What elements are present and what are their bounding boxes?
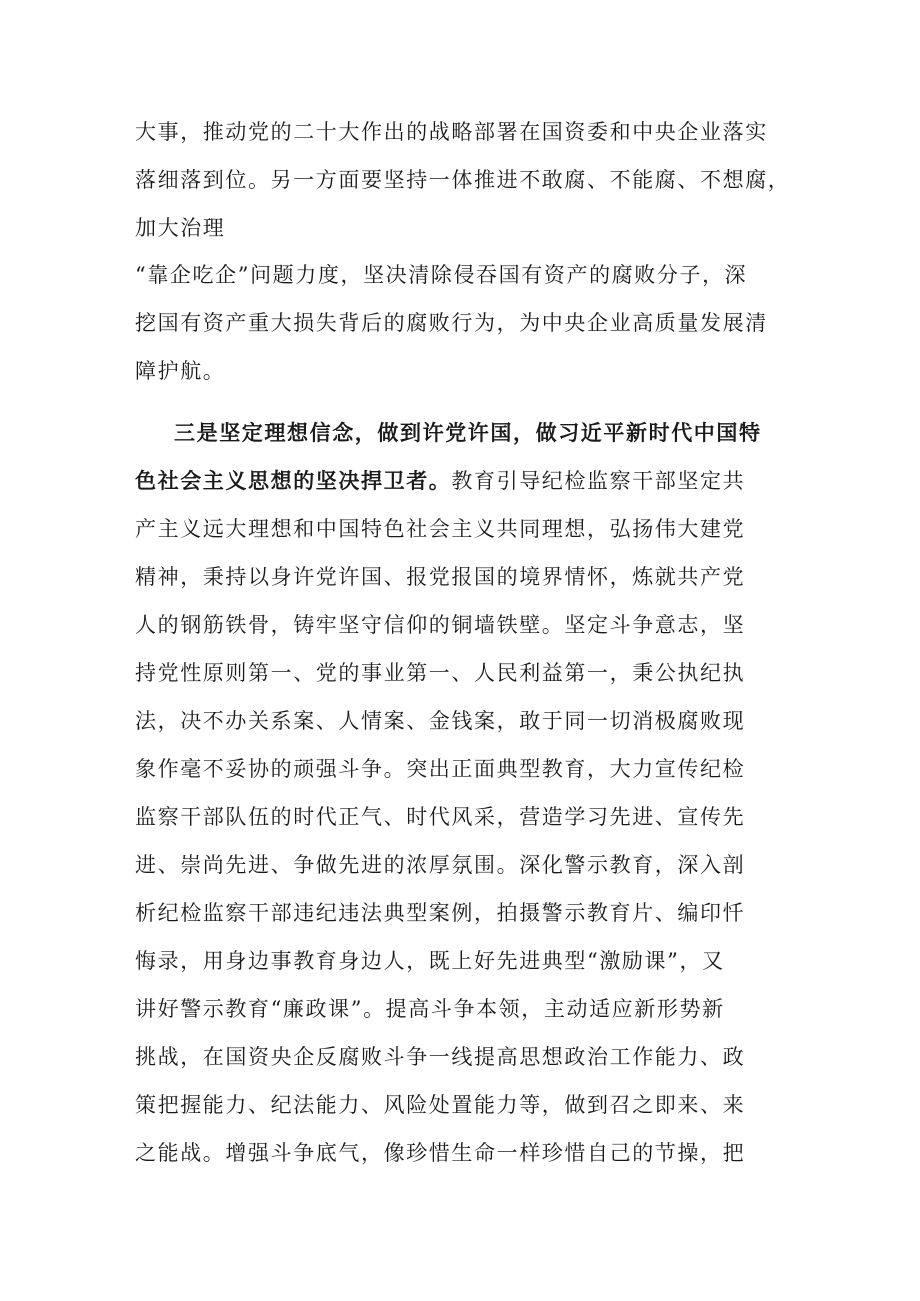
text-line: 持党性原则第一、党的事业第一、人民利益第一，秉公执纪执 bbox=[135, 661, 746, 685]
text-line: 挖国有资产重大损失背后的腐败行为，为中央企业高质量发展清 bbox=[135, 311, 768, 335]
text-line: 悔录，用身边事教育身边人，既上好先进典型“激励课”，又 bbox=[135, 949, 725, 973]
text-line: 监察干部队伍的时代正气、时代风采，营造学习先进、宣传先 bbox=[135, 805, 746, 829]
text-segment: 教育引导纪检监察干部坚定共 bbox=[451, 469, 746, 493]
text-line: 障护航。 bbox=[135, 359, 226, 383]
text-line: 策把握能力、纪法能力、风险处置能力等，做到召之即来、来 bbox=[135, 1093, 746, 1117]
text-line: 大事，推动党的二十大作出的战略部署在国资委和中央企业落实 bbox=[135, 120, 768, 144]
section-heading: 三是坚定理想信念，做到许党许国，做习近平新时代中国特 bbox=[174, 420, 762, 445]
text-line: 精神，秉持以身许党许国、报党报国的境界情怀，炼就共产党 bbox=[135, 565, 746, 589]
text-line: 进、崇尚先进、争做先进的浓厚氛围。深化警示教育，深入剖 bbox=[135, 853, 746, 877]
text-line: 加大治理 bbox=[135, 216, 226, 240]
text-line-mixed bbox=[135, 467, 745, 495]
text-line: 落细落到位。另一方面要坚持一体推进不敢腐、不能腐、不想腐， bbox=[135, 168, 791, 192]
text-line: 人的钢筋铁骨，铸牢坚守信仰的铜墙铁壁。坚定斗争意志，坚 bbox=[135, 613, 746, 637]
text-line: 法，决不办关系案、人情案、金钱案，敢于同一切消极腐败现 bbox=[135, 709, 746, 733]
text-line: “靠企吃企”问题力度，坚决清除侵吞国有资产的腐败分子，深 bbox=[135, 263, 748, 287]
section-heading-end: 色社会主义思想的坚决捍卫者。 bbox=[135, 468, 452, 493]
text-line: 之能战。增强斗争底气，像珍惜生命一样珍惜自己的节操，把 bbox=[135, 1141, 746, 1165]
text-line: 象作毫不妥协的顽强斗争。突出正面典型教育，大力宣传纪检 bbox=[135, 757, 746, 781]
text-line: 析纪检监察干部违纪违法典型案例，拍摄警示教育片、编印忏 bbox=[135, 901, 746, 925]
text-line: 挑战，在国资央企反腐败斗争一线提高思想政治工作能力、政 bbox=[135, 1045, 746, 1069]
text-line: 产主义远大理想和中国特色社会主义共同理想，弘扬伟大建党 bbox=[135, 517, 746, 541]
text-line: 讲好警示教育“廉政课”。提高斗争本领，主动适应新形势新 bbox=[135, 997, 725, 1021]
